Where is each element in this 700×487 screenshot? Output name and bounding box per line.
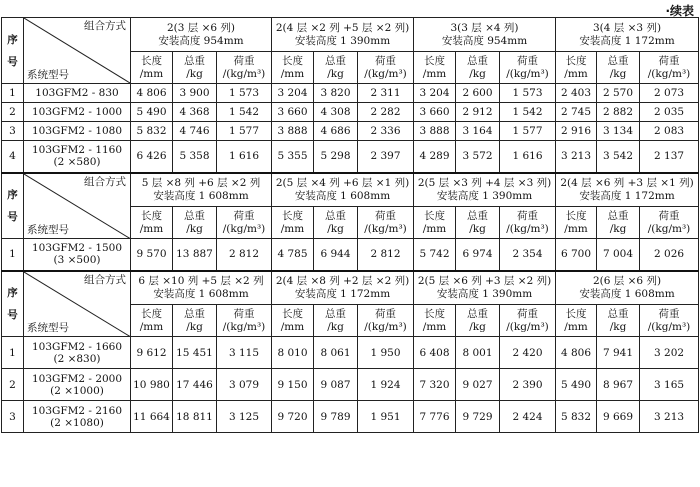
seq-header-char: 号 xyxy=(7,55,18,68)
unit-header-line: 总重 xyxy=(467,54,489,67)
row-model-line: (2 ×1000) xyxy=(50,384,104,397)
data-cell: 2 812 xyxy=(358,239,414,271)
seq-header xyxy=(2,173,24,239)
data-cell: 3 542 xyxy=(597,141,640,173)
unit-header-line: /kg xyxy=(327,67,344,80)
data-cell: 3 660 xyxy=(272,103,314,122)
data-cell: 2 397 xyxy=(358,141,414,173)
seq-header-char: 号 xyxy=(7,210,18,223)
unit-header-weight xyxy=(597,207,640,239)
unit-header-line: 长度 xyxy=(282,209,303,222)
unit-header-line: /kg xyxy=(609,222,627,235)
unit-header-line: 总重 xyxy=(325,307,346,320)
data-cell: 9 027 xyxy=(456,369,500,401)
combination-group-line: 安装高度 1 608mm xyxy=(579,287,675,300)
combination-method-label: 组合方式 xyxy=(84,273,126,286)
row-model-line: 103GFM2 - 1500 xyxy=(31,242,123,255)
unit-header-line: /mm xyxy=(139,222,164,235)
table-row xyxy=(2,84,699,103)
seq-header-char: 号 xyxy=(7,308,18,321)
row-seq: 1 xyxy=(2,84,24,103)
data-cell: 4 806 xyxy=(131,84,173,103)
data-cell: 2 336 xyxy=(358,122,414,141)
data-cell: 4 686 xyxy=(314,122,358,141)
data-cell: 2 354 xyxy=(500,239,556,271)
unit-header-load xyxy=(500,52,556,84)
combination-group-header xyxy=(414,18,556,52)
unit-header-length xyxy=(131,305,173,337)
unit-header-line: /(kg/m³) xyxy=(506,67,549,80)
unit-header-line: 荷重 xyxy=(233,54,255,67)
data-cell: 3 900 xyxy=(173,84,217,103)
data-cell: 6 700 xyxy=(556,239,597,271)
unit-header-line: 总重 xyxy=(184,307,205,320)
unit-header-line: 荷重 xyxy=(517,54,539,67)
data-cell: 5 298 xyxy=(314,141,358,173)
unit-header-weight xyxy=(597,305,640,337)
data-cell: 5 490 xyxy=(131,103,173,122)
unit-header-line: 总重 xyxy=(467,307,489,320)
unit-header-load xyxy=(500,305,556,337)
unit-header-weight xyxy=(314,305,358,337)
data-cell: 3 202 xyxy=(640,337,699,369)
unit-header-weight xyxy=(456,207,500,239)
seq-header-char: 序 xyxy=(7,286,18,299)
data-cell: 10 980 xyxy=(131,369,173,401)
data-cell: 3 213 xyxy=(640,401,699,433)
unit-header-line: /mm xyxy=(139,320,164,333)
data-cell: 3 204 xyxy=(414,84,456,103)
unit-header-load xyxy=(358,207,414,239)
data-cell: 3 572 xyxy=(456,141,500,173)
data-cell: 3 213 xyxy=(556,141,597,173)
combination-group-line: 2(5 层 ×3 列 +4 层 ×3 列) xyxy=(417,176,552,189)
unit-header-line: /mm xyxy=(139,67,164,80)
table-row xyxy=(2,369,699,401)
combination-group-header xyxy=(272,18,414,52)
data-cell: 2 073 xyxy=(640,84,699,103)
combination-group-header xyxy=(131,18,272,52)
data-cell: 2 311 xyxy=(358,84,414,103)
data-cell: 9 669 xyxy=(597,401,640,433)
row-seq: 4 xyxy=(2,141,24,173)
combination-group-line: 安装高度 1 390mm xyxy=(436,287,533,300)
unit-header-line: /mm xyxy=(564,320,588,333)
data-cell: 9 150 xyxy=(272,369,314,401)
unit-header-length xyxy=(556,52,597,84)
data-cell: 1 616 xyxy=(500,141,556,173)
data-cell: 7 004 xyxy=(597,239,640,271)
data-cell: 6 974 xyxy=(456,239,500,271)
unit-header-length xyxy=(414,207,456,239)
unit-header-line: /kg xyxy=(327,222,344,235)
unit-header-line: 长度 xyxy=(282,54,303,67)
data-cell: 3 888 xyxy=(414,122,456,141)
unit-header-line: /(kg/m³) xyxy=(364,320,407,333)
data-cell: 1 577 xyxy=(217,122,272,141)
unit-header-load xyxy=(358,305,414,337)
unit-header-line: 总重 xyxy=(607,209,629,222)
combination-group-line: 安装高度 1 390mm xyxy=(294,34,391,47)
combination-group-header xyxy=(272,271,414,305)
combination-group-line: 2(4 层 ×6 列 +3 层 ×1 列) xyxy=(560,176,694,189)
combination-group-line: 安装高度 954mm xyxy=(158,34,244,47)
combination-group-line: 2(6 层 ×6 列) xyxy=(593,274,662,287)
unit-header-length xyxy=(131,52,173,84)
data-cell: 1 951 xyxy=(358,401,414,433)
combination-method-label: 组合方式 xyxy=(84,20,126,32)
unit-header-line: 长度 xyxy=(424,54,446,67)
unit-header-length xyxy=(272,52,314,84)
unit-header-line: /(kg/m³) xyxy=(647,320,691,333)
combination-group-line: 2(4 层 ×2 列 +5 层 ×2 列) xyxy=(275,21,410,34)
combination-group-line: 安装高度 1 390mm xyxy=(436,189,533,202)
unit-header-line: /(kg/m³) xyxy=(506,320,549,333)
unit-header-line: /(kg/m³) xyxy=(222,67,266,80)
row-model xyxy=(24,369,131,401)
combination-group-line: 安装高度 1 172mm xyxy=(294,287,391,300)
unit-header-line: 长度 xyxy=(141,307,162,320)
unit-header-line: 长度 xyxy=(424,307,446,320)
unit-header-load xyxy=(640,52,699,84)
unit-header-line: /kg xyxy=(609,67,627,80)
data-cell: 1 924 xyxy=(358,369,414,401)
row-model-line: 103GFM2 - 1080 xyxy=(31,125,123,137)
data-cell: 2 282 xyxy=(358,103,414,122)
data-cell: 3 820 xyxy=(314,84,358,103)
unit-header-line: /(kg/m³) xyxy=(647,222,691,235)
unit-header-line: /kg xyxy=(469,222,486,235)
unit-header-load xyxy=(217,207,272,239)
row-seq: 2 xyxy=(2,369,24,401)
data-cell: 2 390 xyxy=(500,369,556,401)
combination-group-line: 3(3 层 ×4 列) xyxy=(450,21,519,34)
data-cell: 13 887 xyxy=(173,239,217,271)
combination-group-line: 2(4 层 ×8 列 +2 层 ×2 列) xyxy=(275,274,410,287)
data-cell: 4 368 xyxy=(173,103,217,122)
combination-group-line: 6 层 ×10 列 +5 层 ×2 列 xyxy=(138,274,264,287)
data-cell: 18 811 xyxy=(173,401,217,433)
unit-header-line: /mm xyxy=(422,320,447,333)
data-cell: 5 742 xyxy=(414,239,456,271)
unit-header-weight xyxy=(456,305,500,337)
row-model xyxy=(24,401,131,433)
data-cell: 3 125 xyxy=(217,401,272,433)
row-model-line: 103GFM2 - 2000 xyxy=(31,372,123,385)
data-cell: 2 137 xyxy=(640,141,699,173)
seq-header xyxy=(2,271,24,337)
row-model-line: 103GFM2 - 1000 xyxy=(31,106,123,118)
unit-header-line: 长度 xyxy=(141,54,162,67)
combination-group-line: 安装高度 1 608mm xyxy=(294,189,391,202)
data-cell: 2 570 xyxy=(597,84,640,103)
unit-header-line: /mm xyxy=(564,222,588,235)
unit-header-line: 长度 xyxy=(282,307,303,320)
unit-header-line: /kg xyxy=(186,320,203,333)
unit-header-length xyxy=(414,52,456,84)
data-cell: 1 577 xyxy=(500,122,556,141)
table-row xyxy=(2,103,699,122)
data-cell: 3 204 xyxy=(272,84,314,103)
data-cell: 3 660 xyxy=(414,103,456,122)
table-row xyxy=(2,141,699,173)
diagonal-header-cell xyxy=(24,18,131,84)
combination-group-line: 2(5 层 ×6 列 +3 层 ×2 列) xyxy=(417,274,552,287)
system-model-label: 系统型号 xyxy=(27,69,69,81)
seq-header-char: 序 xyxy=(7,188,18,201)
data-cell: 2 035 xyxy=(640,103,699,122)
row-model xyxy=(24,103,131,122)
table-row xyxy=(2,122,699,141)
data-cell: 8 001 xyxy=(456,337,500,369)
row-model xyxy=(24,141,131,173)
data-cell: 2 420 xyxy=(500,337,556,369)
data-cell: 9 720 xyxy=(272,401,314,433)
data-cell: 4 746 xyxy=(173,122,217,141)
data-cell: 3 165 xyxy=(640,369,699,401)
data-cell: 9 789 xyxy=(314,401,358,433)
unit-header-line: 长度 xyxy=(141,209,162,222)
data-cell: 11 664 xyxy=(131,401,173,433)
unit-header-line: /(kg/m³) xyxy=(222,320,266,333)
row-model xyxy=(24,239,131,271)
data-cell: 6 426 xyxy=(131,141,173,173)
unit-header-line: 荷重 xyxy=(658,307,680,320)
unit-header-line: /mm xyxy=(280,320,305,333)
data-cell: 5 832 xyxy=(131,122,173,141)
unit-header-weight xyxy=(173,305,217,337)
unit-header-line: 荷重 xyxy=(375,307,396,320)
row-seq: 1 xyxy=(2,239,24,271)
unit-header-line: 长度 xyxy=(565,209,587,222)
data-cell: 4 289 xyxy=(414,141,456,173)
combination-group-header xyxy=(556,18,699,52)
data-cell: 1 950 xyxy=(358,337,414,369)
row-model xyxy=(24,84,131,103)
data-cell: 2 026 xyxy=(640,239,699,271)
unit-header-length xyxy=(272,207,314,239)
unit-header-line: 荷重 xyxy=(517,307,539,320)
unit-header-line: 荷重 xyxy=(375,209,396,222)
seq-header xyxy=(2,18,24,84)
unit-header-line: /mm xyxy=(422,222,447,235)
row-model-line: 103GFM2 - 1660 xyxy=(31,340,123,353)
data-cell: 1 616 xyxy=(217,141,272,173)
continued-table-caption: ·续表 xyxy=(665,4,694,18)
combination-group-line: 安装高度 1 172mm xyxy=(579,189,675,202)
unit-header-line: /mm xyxy=(280,222,305,235)
unit-header-line: /(kg/m³) xyxy=(222,222,266,235)
combination-group-header xyxy=(556,271,699,305)
unit-header-length xyxy=(131,207,173,239)
unit-header-line: 长度 xyxy=(565,54,587,67)
data-cell: 2 403 xyxy=(556,84,597,103)
unit-header-line: /kg xyxy=(186,67,203,80)
seq-header-char: 序 xyxy=(7,33,18,46)
unit-header-length xyxy=(414,305,456,337)
unit-header-weight xyxy=(173,207,217,239)
data-cell: 7 320 xyxy=(414,369,456,401)
system-model-label: 系统型号 xyxy=(27,224,69,236)
unit-header-weight xyxy=(173,52,217,84)
combination-group-line: 安装高度 1 608mm xyxy=(153,287,249,300)
unit-header-length xyxy=(556,305,597,337)
unit-header-line: 总重 xyxy=(184,54,205,67)
row-model xyxy=(24,122,131,141)
unit-header-line: /(kg/m³) xyxy=(364,222,407,235)
data-cell: 6 408 xyxy=(414,337,456,369)
data-cell: 2 600 xyxy=(456,84,500,103)
combination-group-header xyxy=(414,173,556,207)
data-cell: 1 542 xyxy=(217,103,272,122)
combination-group-header xyxy=(131,271,272,305)
data-cell: 2 745 xyxy=(556,103,597,122)
unit-header-length xyxy=(272,305,314,337)
data-cell: 3 079 xyxy=(217,369,272,401)
unit-header-line: 荷重 xyxy=(658,209,680,222)
row-model-line: (3 ×500) xyxy=(53,254,101,267)
unit-header-line: /mm xyxy=(422,67,447,80)
data-cell: 7 941 xyxy=(597,337,640,369)
diagonal-header-cell xyxy=(24,271,131,337)
data-cell: 2 916 xyxy=(556,122,597,141)
unit-header-line: 长度 xyxy=(565,307,587,320)
data-cell: 3 164 xyxy=(456,122,500,141)
row-model-line: (2 ×580) xyxy=(53,156,101,169)
row-model-line: 103GFM2 - 1160 xyxy=(31,144,123,157)
data-cell: 2 912 xyxy=(456,103,500,122)
unit-header-load xyxy=(640,305,699,337)
combination-method-label: 组合方式 xyxy=(84,175,126,188)
data-cell: 4 308 xyxy=(314,103,358,122)
unit-header-length xyxy=(556,207,597,239)
unit-header-line: /(kg/m³) xyxy=(364,67,407,80)
unit-header-line: /kg xyxy=(609,320,627,333)
data-cell: 5 832 xyxy=(556,401,597,433)
unit-header-line: 荷重 xyxy=(658,54,680,67)
row-model-line: (2 ×1080) xyxy=(50,416,104,429)
unit-header-line: /kg xyxy=(186,222,203,235)
row-model-line: 103GFM2 - 830 xyxy=(35,87,119,99)
combination-group-line: 3(4 层 ×3 列) xyxy=(593,21,662,34)
unit-header-weight xyxy=(314,52,358,84)
row-seq: 3 xyxy=(2,401,24,433)
combination-group-line: 2(3 层 ×6 列) xyxy=(166,21,236,34)
specs-table xyxy=(1,17,699,433)
row-model-line: 103GFM2 - 2160 xyxy=(31,404,123,417)
data-cell: 8 967 xyxy=(597,369,640,401)
unit-header-line: 长度 xyxy=(424,209,446,222)
unit-header-line: /kg xyxy=(327,320,344,333)
unit-header-line: /(kg/m³) xyxy=(647,67,691,80)
combination-group-line: 安装高度 954mm xyxy=(441,34,528,47)
combination-group-line: 2(5 层 ×4 列 +6 层 ×1 列) xyxy=(275,176,410,189)
unit-header-line: 荷重 xyxy=(517,209,539,222)
unit-header-load xyxy=(358,52,414,84)
table-row xyxy=(2,239,699,271)
data-cell: 17 446 xyxy=(173,369,217,401)
combination-group-line: 5 层 ×8 列 +6 层 ×2 列 xyxy=(141,176,261,189)
data-cell: 8 061 xyxy=(314,337,358,369)
data-cell: 9 612 xyxy=(131,337,173,369)
unit-header-weight xyxy=(456,52,500,84)
data-cell: 15 451 xyxy=(173,337,217,369)
unit-header-line: 总重 xyxy=(325,209,346,222)
unit-header-line: 总重 xyxy=(607,54,629,67)
row-seq: 1 xyxy=(2,337,24,369)
data-cell: 4 806 xyxy=(556,337,597,369)
unit-header-load xyxy=(217,305,272,337)
data-cell: 7 776 xyxy=(414,401,456,433)
data-cell: 5 490 xyxy=(556,369,597,401)
unit-header-line: /mm xyxy=(564,67,588,80)
data-cell: 9 729 xyxy=(456,401,500,433)
system-model-label: 系统型号 xyxy=(27,322,69,334)
data-cell: 2 812 xyxy=(217,239,272,271)
data-cell: 2 882 xyxy=(597,103,640,122)
unit-header-line: 荷重 xyxy=(233,307,255,320)
combination-group-header xyxy=(131,173,272,207)
data-cell: 5 355 xyxy=(272,141,314,173)
data-cell: 5 358 xyxy=(173,141,217,173)
row-model xyxy=(24,337,131,369)
unit-header-line: 总重 xyxy=(607,307,629,320)
data-cell: 1 573 xyxy=(217,84,272,103)
data-cell: 2 424 xyxy=(500,401,556,433)
unit-header-line: 荷重 xyxy=(375,54,396,67)
data-cell: 1 542 xyxy=(500,103,556,122)
data-cell: 9 087 xyxy=(314,369,358,401)
combination-group-line: 安装高度 1 172mm xyxy=(579,34,675,47)
combination-group-header xyxy=(556,173,699,207)
row-seq: 3 xyxy=(2,122,24,141)
data-cell: 3 134 xyxy=(597,122,640,141)
data-cell: 6 944 xyxy=(314,239,358,271)
unit-header-weight xyxy=(314,207,358,239)
diagonal-header-cell xyxy=(24,173,131,239)
data-cell: 3 115 xyxy=(217,337,272,369)
combination-group-header xyxy=(272,173,414,207)
data-cell: 8 010 xyxy=(272,337,314,369)
data-cell: 3 888 xyxy=(272,122,314,141)
unit-header-weight xyxy=(597,52,640,84)
unit-header-line: 总重 xyxy=(467,209,489,222)
data-cell: 2 083 xyxy=(640,122,699,141)
combination-group-header xyxy=(414,271,556,305)
row-seq: 2 xyxy=(2,103,24,122)
unit-header-load xyxy=(217,52,272,84)
unit-header-line: /kg xyxy=(469,67,486,80)
data-cell: 9 570 xyxy=(131,239,173,271)
combination-group-line: 安装高度 1 608mm xyxy=(153,189,249,202)
unit-header-load xyxy=(640,207,699,239)
unit-header-line: 荷重 xyxy=(233,209,255,222)
data-cell: 1 573 xyxy=(500,84,556,103)
data-cell: 4 785 xyxy=(272,239,314,271)
unit-header-line: 总重 xyxy=(325,54,346,67)
row-model-line: (2 ×830) xyxy=(53,352,101,365)
unit-header-line: /mm xyxy=(280,67,305,80)
table-row xyxy=(2,337,699,369)
table-row xyxy=(2,401,699,433)
unit-header-line: 总重 xyxy=(184,209,205,222)
unit-header-line: /kg xyxy=(469,320,486,333)
unit-header-load xyxy=(500,207,556,239)
unit-header-line: /(kg/m³) xyxy=(506,222,549,235)
